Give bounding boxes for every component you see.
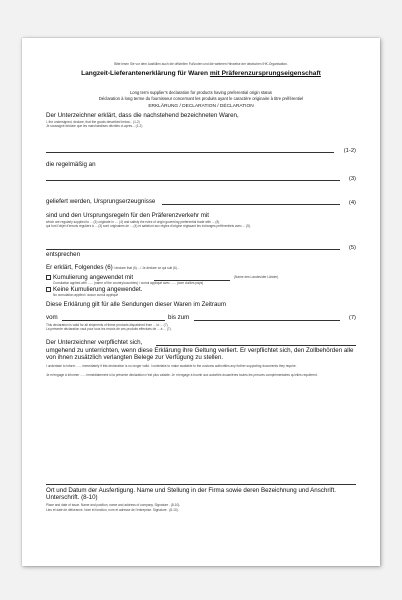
signature-fr: Lieu et date de délivrance. Nom et fonction, nom et adresse de l'entreprise. Signature . (8-10). [46, 508, 179, 512]
preferential-label: sind und den Ursprungsregeln für den Präferenzverkehr mit [46, 212, 210, 219]
declaration-intro [46, 264, 356, 271]
date-to-field[interactable] [194, 320, 340, 321]
section-heading: ERKLÄRUNG / DECLARATION / DÉCLARATION [148, 104, 254, 109]
subtitle-fr: Déclaration à long terme du fournisseur concernant les produits ayant le caractère originaire à titre préférentiel [98, 96, 304, 101]
footnote-ref: (4) [348, 200, 356, 206]
declaration-intro-de: Er erklärt, Folgendes (6) [46, 264, 113, 271]
preferential-field[interactable] [46, 249, 340, 250]
validity-en: This declaration is valid for all shipments of these products dispatched from ... to ... (7). [46, 323, 169, 327]
goods-field[interactable] [46, 152, 334, 153]
inform-party-field[interactable] [156, 345, 356, 346]
validity-statement: Diese Erklärung gilt für alle Sendungen dieser Waren im Zeitraum [46, 301, 226, 308]
cumulation-tail: (Name des Landes/der Länder) [234, 275, 279, 279]
signature-field[interactable] [46, 484, 356, 485]
recipient-field[interactable] [46, 180, 340, 181]
origin-field[interactable] [162, 204, 340, 205]
goods-statement-en: I, the undersigned, declare, that the goods described below... (1-2) [46, 120, 140, 124]
validity-fr: La présente déclaration vaut pour tous les envois de ces produits effectués de ... à ... (7). [46, 327, 172, 331]
footnote-ref: (1-2) [343, 148, 356, 154]
no-cumulation-small: No cumulation applied / aucun cumul appliqué [53, 293, 119, 297]
no-cumulation-checkbox[interactable] [46, 287, 51, 292]
title-part: Langzeit-Lieferantenerklärung für Waren [81, 70, 210, 77]
undertaking-label: Der Unterzeichner verpflichtet sich, [46, 339, 143, 346]
footnote-ref: (3) [348, 176, 356, 182]
cumulation-small: Cumulation applied with ...... (name of the country/countries) / cumul appliqué avec ...... (nom du/des pays) [53, 281, 204, 285]
from-label: vom [46, 314, 58, 321]
undertaking-en: I undertake to inform ...... immediately if this declaration is no longer valid. I undertake to make available to the customs authorities any further supporting documents they require. [46, 364, 297, 368]
subtitle-en: Long term supplier’s declaration for products having preferential origin status [129, 90, 273, 95]
no-cumulation-label: Keine Kumulierung angewendet. [53, 286, 143, 293]
signature-en: Place and date of issue. Name and position, name and address of company. Signature . (8-10). [46, 503, 181, 507]
undertaking-fr: Je m'engage à informer ...... immédiatement si la présente déclaration n'est plus valable. Je m'engage à fournir aux autorités douanières toutes les preuves complémentaires qu'elles requièrent. [46, 373, 318, 377]
preferential-en: which are regularly supplied to ... (3) originate in .... (4) and satisfy the rules of origin governing preferential trade with ... (5) [46, 220, 220, 224]
cumulation-label: Kumulierung angewendet mit [53, 274, 134, 281]
page-title [46, 70, 356, 77]
cumulation-checkbox[interactable] [46, 275, 51, 280]
goods-statement-fr: Je soussigné déclare que les marchandises décrites ci-après... (1-2) [46, 124, 143, 128]
signature-label: Ort und Datum der Ausfertigung. Name und Stellung in der Firma sowie deren Bezeichnung und Anschrift. Unterschrift. (8-10) [46, 487, 336, 502]
origin-label: geliefert werden, Ursprungserzeugnisse [46, 198, 156, 205]
title-underlined: mit Präferenzursprungseigenschaft [209, 70, 321, 77]
entsprechen-label: entsprechen [46, 251, 81, 258]
date-from-field[interactable] [62, 320, 165, 321]
to-label: bis zum [168, 314, 190, 321]
intro-note: Bitte lesen Sie vor dem Ausfüllen auch die offiziellen Fußnoten und die weiteren Hinweise der deutschen IHK-Organisation. [114, 62, 288, 66]
undertaking-text: umgehend zu unterrichten, wenn diese Erklärung ihre Geltung verliert. Er verpflichtet sich, den Zollbehörden alle von ihnen zusätzlich verlangten Belege zur Verfügung zu stellen. [46, 347, 354, 362]
document-page [22, 38, 380, 566]
footnote-ref: (5) [348, 245, 356, 251]
goods-statement: Der Unterzeichner erklärt, dass die nachstehend bezeichneten Waren, [46, 112, 239, 119]
recipient-label: die regelmäßig an [46, 161, 96, 168]
footnote-ref: (7) [348, 315, 356, 321]
preferential-fr: qui font l'objet d'envois réguliers à ... (3) sont originaires de ... (4) et satisfont aux règles d'origine régissant les échanges préférentiels avec ... (5). [46, 224, 251, 228]
declaration-intro-small: I declare that (6)... / Je déclare ce qui suit (6)... [112, 266, 180, 270]
